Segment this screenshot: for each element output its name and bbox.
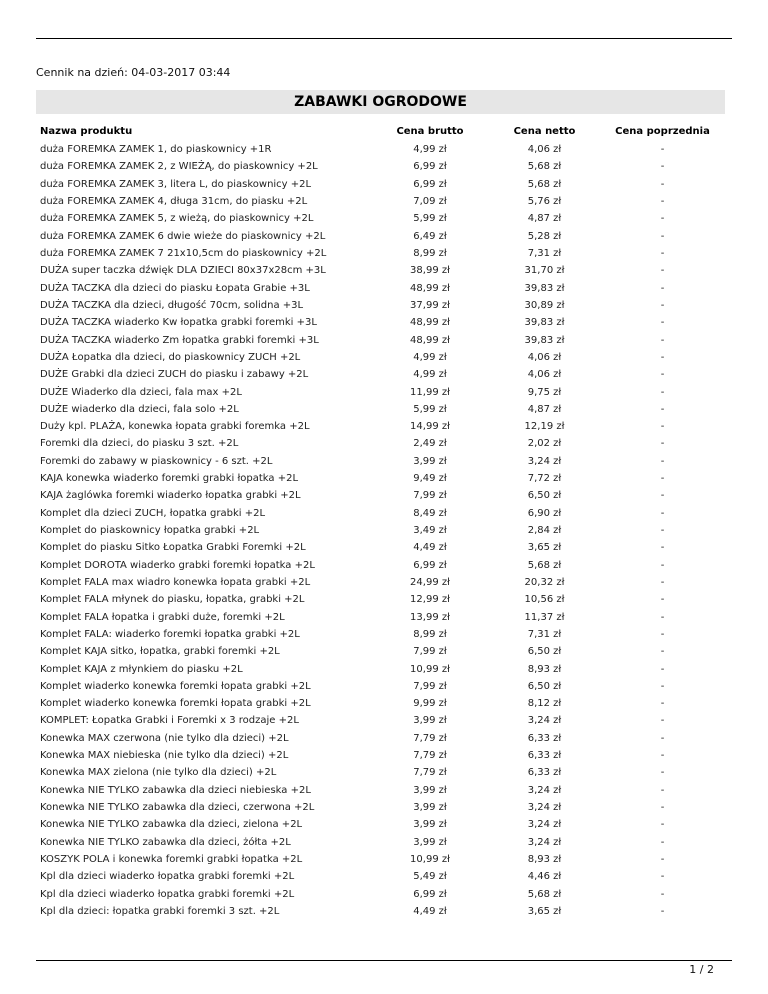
- table-row: [36, 660, 725, 677]
- net-price-cell: 4,46 zł: [527, 871, 562, 883]
- net-price-cell: 3,24 zł: [527, 784, 562, 796]
- price-table: [36, 121, 725, 920]
- table-row: [36, 522, 725, 539]
- product-name-cell: Konewka MAX niebieska (nie tylko dla dzieci) +2L: [40, 750, 289, 762]
- previous-price-cell: -: [660, 715, 665, 727]
- gross-price-cell: 3,99 zł: [413, 715, 447, 727]
- net-price-cell: 9,75 zł: [527, 386, 562, 398]
- table-row: [36, 730, 725, 747]
- previous-price-cell: -: [660, 317, 665, 329]
- gross-price-cell: 3,49 zł: [413, 525, 447, 537]
- gross-price-cell: 12,99 zł: [410, 594, 450, 606]
- gross-price-cell: 7,99 zł: [413, 680, 447, 692]
- table-row: [36, 678, 725, 695]
- table-row: [36, 799, 725, 816]
- previous-price-cell: -: [660, 732, 665, 744]
- table-row: [36, 505, 725, 522]
- product-name-cell: duża FOREMKA ZAMEK 3, litera L, do piaskownicy +2L: [40, 178, 312, 190]
- table-row: [36, 366, 725, 383]
- table-row: [36, 574, 725, 591]
- net-price-cell: 4,87 zł: [527, 213, 562, 225]
- gross-price-cell: 7,99 zł: [413, 490, 447, 502]
- gross-price-cell: 24,99 zł: [410, 576, 450, 588]
- product-name-cell: Komplet FALA młynek do piasku, łopatka, grabki +2L: [40, 594, 305, 606]
- gross-price-cell: 4,99 zł: [413, 369, 447, 381]
- previous-price-cell: -: [660, 507, 665, 519]
- previous-price-cell: -: [660, 178, 665, 190]
- gross-price-cell: 4,49 zł: [413, 905, 447, 917]
- product-name-cell: DUŻA TACZKA wiaderko Kw łopatka grabki foremki +3L: [40, 317, 317, 329]
- column-header-product-name: Nazwa produktu: [40, 125, 133, 137]
- product-name-cell: Konewka NIE TYLKO zabawka dla dzieci, zielona +2L: [40, 819, 303, 831]
- product-name-cell: Foremki dla dzieci, do piasku 3 szt. +2L: [40, 438, 239, 450]
- net-price-cell: 3,65 zł: [527, 542, 562, 554]
- table-row: [36, 280, 725, 297]
- product-name-cell: Komplet KAJA z młynkiem do piasku +2L: [40, 663, 243, 675]
- table-body: [36, 141, 725, 920]
- net-price-cell: 31,70 zł: [524, 265, 565, 277]
- product-name-cell: Konewka NIE TYLKO zabawka dla dzieci niebieska +2L: [40, 784, 311, 796]
- net-price-cell: 30,89 zł: [524, 299, 565, 311]
- gross-price-cell: 4,49 zł: [413, 542, 447, 554]
- previous-price-cell: -: [660, 438, 665, 450]
- net-price-cell: 6,50 zł: [527, 646, 562, 658]
- table-row: [36, 903, 725, 920]
- previous-price-cell: -: [660, 248, 665, 260]
- previous-price-cell: -: [660, 490, 665, 502]
- previous-price-cell: -: [660, 698, 665, 710]
- previous-price-cell: -: [660, 802, 665, 814]
- product-name-cell: DUŻE Wiaderko dla dzieci, fala max +2L: [40, 386, 242, 398]
- gross-price-cell: 6,49 zł: [413, 230, 447, 242]
- bottom-rule: [36, 960, 732, 961]
- previous-price-cell: -: [660, 455, 665, 467]
- gross-price-cell: 48,99 zł: [410, 317, 450, 329]
- previous-price-cell: -: [660, 196, 665, 208]
- product-name-cell: DUŻE wiaderko dla dzieci, fala solo +2L: [40, 403, 239, 415]
- previous-price-cell: -: [660, 836, 665, 848]
- table-row: [36, 782, 725, 799]
- table-row: [36, 851, 725, 868]
- gross-price-cell: 7,99 zł: [413, 646, 447, 658]
- table-row: [36, 816, 725, 833]
- previous-price-cell: -: [660, 386, 665, 398]
- table-row: [36, 712, 725, 729]
- net-price-cell: 8,93 zł: [527, 663, 562, 675]
- net-price-cell: 7,72 zł: [527, 473, 562, 485]
- net-price-cell: 5,28 zł: [527, 230, 562, 242]
- gross-price-cell: 9,99 zł: [413, 698, 447, 710]
- gross-price-cell: 11,99 zł: [410, 386, 450, 398]
- section-title: ZABAWKI OGRODOWE: [36, 90, 725, 114]
- product-name-cell: Komplet wiaderko konewka foremki łopata grabki +2L: [40, 698, 311, 710]
- previous-price-cell: -: [660, 819, 665, 831]
- net-price-cell: 2,02 zł: [527, 438, 562, 450]
- gross-price-cell: 38,99 zł: [410, 265, 450, 277]
- gross-price-cell: 3,99 zł: [413, 784, 447, 796]
- net-price-cell: 3,24 zł: [527, 715, 562, 727]
- product-name-cell: DUŻA TACZKA dla dzieci, długość 70cm, solidna +3L: [40, 299, 304, 311]
- product-name-cell: DUŻE Grabki dla dzieci ZUCH do piasku i zabawy +2L: [40, 369, 309, 381]
- gross-price-cell: 5,49 zł: [413, 871, 447, 883]
- gross-price-cell: 3,99 zł: [413, 455, 447, 467]
- net-price-cell: 3,24 zł: [527, 802, 562, 814]
- column-header-net-price: Cena netto: [513, 125, 576, 137]
- product-name-cell: Komplet wiaderko konewka foremki łopata grabki +2L: [40, 680, 311, 692]
- table-row: [36, 418, 725, 435]
- gross-price-cell: 7,09 zł: [413, 196, 447, 208]
- net-price-cell: 4,06 zł: [527, 144, 562, 156]
- net-price-cell: 12,19 zł: [524, 421, 565, 433]
- net-price-cell: 4,06 zł: [527, 351, 562, 363]
- table-header-row: [36, 121, 725, 141]
- table-row: [36, 591, 725, 608]
- gross-price-cell: 4,99 zł: [413, 144, 447, 156]
- net-price-cell: 39,83 zł: [524, 317, 565, 329]
- net-price-cell: 4,87 zł: [527, 403, 562, 415]
- previous-price-cell: -: [660, 628, 665, 640]
- previous-price-cell: -: [660, 213, 665, 225]
- gross-price-cell: 48,99 zł: [410, 282, 450, 294]
- gross-price-cell: 5,99 zł: [413, 403, 447, 415]
- product-name-cell: duża FOREMKA ZAMEK 4, długa 31cm, do piasku +2L: [40, 196, 308, 208]
- product-name-cell: duża FOREMKA ZAMEK 5, z wieżą, do piaskownicy +2L: [40, 213, 314, 225]
- table-row: [36, 643, 725, 660]
- net-price-cell: 39,83 zł: [524, 282, 565, 294]
- product-name-cell: duża FOREMKA ZAMEK 2, z WIEŻĄ, do piaskownicy +2L: [40, 161, 318, 173]
- gross-price-cell: 7,79 zł: [413, 750, 447, 762]
- table-row: [36, 747, 725, 764]
- previous-price-cell: -: [660, 871, 665, 883]
- previous-price-cell: -: [660, 784, 665, 796]
- net-price-cell: 4,06 zł: [527, 369, 562, 381]
- net-price-cell: 10,56 zł: [524, 594, 565, 606]
- column-header-gross-price: Cena brutto: [396, 125, 464, 137]
- product-name-cell: Konewka NIE TYLKO zabawka dla dzieci, żółta +2L: [40, 836, 291, 848]
- product-name-cell: Komplet DOROTA wiaderko grabki foremki łopatka +2L: [40, 559, 315, 571]
- previous-price-cell: -: [660, 542, 665, 554]
- product-name-cell: Komplet KAJA sitko, łopatka, grabki foremki +2L: [40, 646, 280, 658]
- product-name-cell: Konewka NIE TYLKO zabawka dla dzieci, czerwona +2L: [40, 802, 315, 814]
- previous-price-cell: -: [660, 646, 665, 658]
- net-price-cell: 3,24 zł: [527, 819, 562, 831]
- product-name-cell: KAJA żaglówka foremki wiaderko łopatka grabki +2L: [40, 490, 301, 502]
- table-row: [36, 764, 725, 781]
- table-row: [36, 453, 725, 470]
- product-name-cell: Duży kpl. PLAŻA, konewka łopata grabki foremka +2L: [40, 421, 310, 433]
- product-name-cell: Konewka MAX zielona (nie tylko dla dzieci) +2L: [40, 767, 277, 779]
- previous-price-cell: -: [660, 351, 665, 363]
- gross-price-cell: 8,49 zł: [413, 507, 447, 519]
- previous-price-cell: -: [660, 767, 665, 779]
- previous-price-cell: -: [660, 853, 665, 865]
- previous-price-cell: -: [660, 161, 665, 173]
- gross-price-cell: 10,99 zł: [410, 663, 450, 675]
- product-name-cell: Komplet do piaskownicy łopatka grabki +2L: [40, 525, 260, 537]
- gross-price-cell: 10,99 zł: [410, 853, 450, 865]
- net-price-cell: 2,84 zł: [527, 525, 562, 537]
- gross-price-cell: 8,99 zł: [413, 248, 447, 260]
- product-name-cell: Foremki do zabawy w piaskownicy - 6 szt. +2L: [40, 455, 273, 467]
- table-row: [36, 401, 725, 418]
- previous-price-cell: -: [660, 144, 665, 156]
- net-price-cell: 6,33 zł: [527, 750, 562, 762]
- gross-price-cell: 3,99 zł: [413, 836, 447, 848]
- previous-price-cell: -: [660, 403, 665, 415]
- product-name-cell: duża FOREMKA ZAMEK 6 dwie wieże do piaskownicy +2L: [40, 230, 326, 242]
- previous-price-cell: -: [660, 525, 665, 537]
- product-name-cell: Komplet dla dzieci ZUCH, łopatka grabki +2L: [40, 507, 266, 519]
- product-name-cell: DUŻA super taczka dźwięk DLA DZIECI 80x37x28cm +3L: [40, 265, 326, 277]
- net-price-cell: 6,50 zł: [527, 490, 562, 502]
- previous-price-cell: -: [660, 334, 665, 346]
- table-row: [36, 885, 725, 902]
- net-price-cell: 3,65 zł: [527, 905, 562, 917]
- product-name-cell: DUŻA Łopatka dla dzieci, do piaskownicy ZUCH +2L: [40, 351, 301, 363]
- previous-price-cell: -: [660, 421, 665, 433]
- net-price-cell: 8,12 zł: [527, 698, 562, 710]
- table-row: [36, 141, 725, 158]
- product-name-cell: KOSZYK POLA i konewka foremki grabki łopatka +2L: [40, 853, 303, 865]
- previous-price-cell: -: [660, 905, 665, 917]
- net-price-cell: 6,33 zł: [527, 767, 562, 779]
- gross-price-cell: 3,99 zł: [413, 802, 447, 814]
- gross-price-cell: 6,99 zł: [413, 178, 447, 190]
- net-price-cell: 3,24 zł: [527, 836, 562, 848]
- table-row: [36, 626, 725, 643]
- net-price-cell: 7,31 zł: [527, 628, 562, 640]
- table-row: [36, 176, 725, 193]
- table-row: [36, 383, 725, 400]
- product-name-cell: duża FOREMKA ZAMEK 7 21x10,5cm do piaskownicy +2L: [40, 248, 327, 260]
- top-rule: [36, 38, 732, 39]
- table-row: [36, 331, 725, 348]
- gross-price-cell: 48,99 zł: [410, 334, 450, 346]
- table-row: [36, 262, 725, 279]
- gross-price-cell: 7,79 zł: [413, 732, 447, 744]
- product-name-cell: Komplet do piasku Sitko Łopatka Grabki Foremki +2L: [40, 542, 306, 554]
- net-price-cell: 8,93 zł: [527, 853, 562, 865]
- previous-price-cell: -: [660, 369, 665, 381]
- gross-price-cell: 37,99 zł: [410, 299, 450, 311]
- net-price-cell: 39,83 zł: [524, 334, 565, 346]
- gross-price-cell: 3,99 zł: [413, 819, 447, 831]
- net-price-cell: 7,31 zł: [527, 248, 562, 260]
- column-header-previous-price: Cena poprzednia: [615, 125, 710, 137]
- product-name-cell: Kpl dla dzieci: łopatka grabki foremki 3 szt. +2L: [40, 905, 280, 917]
- gross-price-cell: 14,99 zł: [410, 421, 450, 433]
- previous-price-cell: -: [660, 299, 665, 311]
- previous-price-cell: -: [660, 750, 665, 762]
- table-row: [36, 470, 725, 487]
- table-row: [36, 487, 725, 504]
- net-price-cell: 5,68 zł: [527, 178, 562, 190]
- previous-price-cell: -: [660, 230, 665, 242]
- previous-price-cell: -: [660, 663, 665, 675]
- product-name-cell: KAJA konewka wiaderko foremki grabki łopatka +2L: [40, 473, 299, 485]
- product-name-cell: Konewka MAX czerwona (nie tylko dla dzieci) +2L: [40, 732, 289, 744]
- page-number: 1 / 2: [689, 963, 714, 976]
- previous-price-cell: -: [660, 611, 665, 623]
- net-price-cell: 20,32 zł: [524, 576, 565, 588]
- product-name-cell: DUŻA TACZKA wiaderko Zm łopatka grabki foremki +3L: [40, 334, 319, 346]
- net-price-cell: 5,68 zł: [527, 888, 562, 900]
- gross-price-cell: 6,99 zł: [413, 559, 447, 571]
- table-row: [36, 193, 725, 210]
- table-row: [36, 297, 725, 314]
- table-row: [36, 557, 725, 574]
- product-name-cell: KOMPLET: Łopatka Grabki i Foremki x 3 rodzaje +2L: [40, 715, 299, 727]
- table-row: [36, 868, 725, 885]
- table-row: [36, 834, 725, 851]
- net-price-cell: 5,76 zł: [527, 196, 562, 208]
- previous-price-cell: -: [660, 680, 665, 692]
- net-price-cell: 5,68 zł: [527, 559, 562, 571]
- table-row: [36, 435, 725, 452]
- table-row: [36, 349, 725, 366]
- gross-price-cell: 5,99 zł: [413, 213, 447, 225]
- previous-price-cell: -: [660, 559, 665, 571]
- price-list-date: Cennik na dzień: 04-03-2017 03:44: [36, 66, 231, 79]
- previous-price-cell: -: [660, 265, 665, 277]
- table-row: [36, 158, 725, 175]
- net-price-cell: 5,68 zł: [527, 161, 562, 173]
- gross-price-cell: 13,99 zł: [410, 611, 450, 623]
- net-price-cell: 6,90 zł: [527, 507, 562, 519]
- gross-price-cell: 9,49 zł: [413, 473, 447, 485]
- table-row: [36, 210, 725, 227]
- product-name-cell: Kpl dla dzieci wiaderko łopatka grabki foremki +2L: [40, 888, 295, 900]
- gross-price-cell: 8,99 zł: [413, 628, 447, 640]
- gross-price-cell: 7,79 zł: [413, 767, 447, 779]
- table-row: [36, 539, 725, 556]
- net-price-cell: 11,37 zł: [524, 611, 565, 623]
- product-name-cell: Komplet FALA: wiaderko foremki łopatka grabki +2L: [40, 628, 300, 640]
- product-name-cell: duża FOREMKA ZAMEK 1, do piaskownicy +1R: [40, 144, 272, 156]
- gross-price-cell: 4,99 zł: [413, 351, 447, 363]
- net-price-cell: 3,24 zł: [527, 455, 562, 467]
- table-row: [36, 695, 725, 712]
- net-price-cell: 6,33 zł: [527, 732, 562, 744]
- previous-price-cell: -: [660, 888, 665, 900]
- table-row: [36, 245, 725, 262]
- gross-price-cell: 6,99 zł: [413, 888, 447, 900]
- previous-price-cell: -: [660, 473, 665, 485]
- net-price-cell: 6,50 zł: [527, 680, 562, 692]
- gross-price-cell: 6,99 zł: [413, 161, 447, 173]
- product-name-cell: Kpl dla dzieci wiaderko łopatka grabki foremki +2L: [40, 871, 295, 883]
- table-row: [36, 228, 725, 245]
- table-row: [36, 314, 725, 331]
- previous-price-cell: -: [660, 594, 665, 606]
- previous-price-cell: -: [660, 576, 665, 588]
- product-name-cell: Komplet FALA max wiadro konewka łopata grabki +2L: [40, 576, 311, 588]
- table-row: [36, 608, 725, 625]
- product-name-cell: DUŻA TACZKA dla dzieci do piasku Łopata Grabie +3L: [40, 282, 310, 294]
- gross-price-cell: 2,49 zł: [413, 438, 447, 450]
- previous-price-cell: -: [660, 282, 665, 294]
- product-name-cell: Komplet FALA łopatka i grabki duże, foremki +2L: [40, 611, 285, 623]
